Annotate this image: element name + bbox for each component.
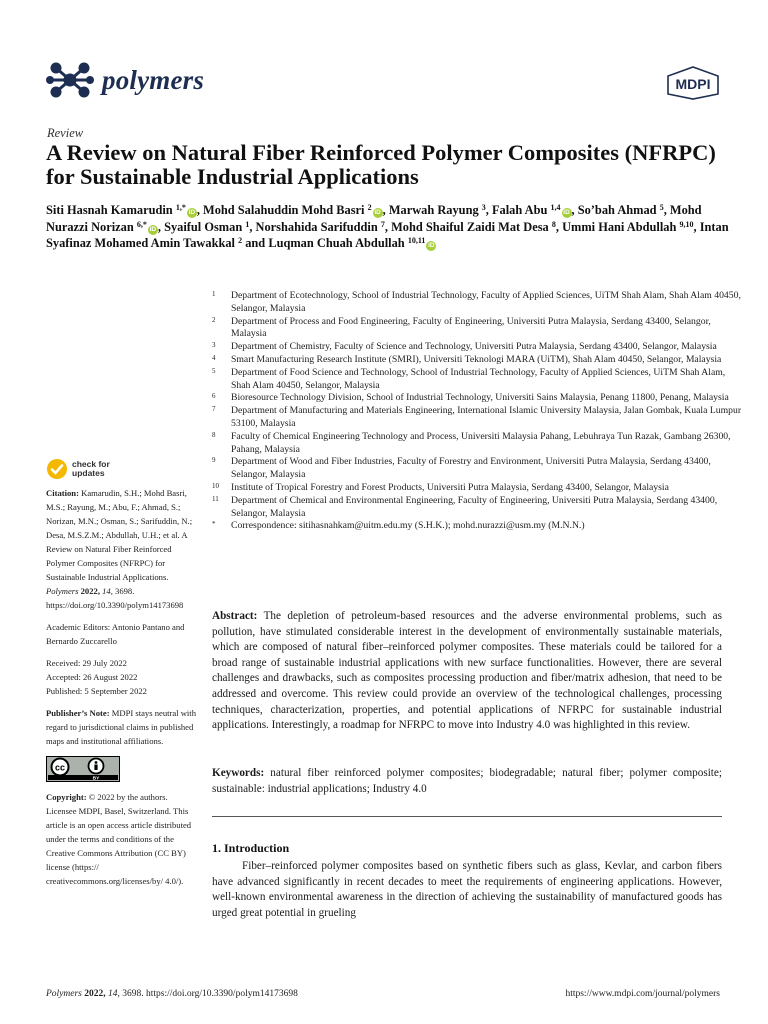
affiliation-item [212,367,742,393]
affiliation-number: 4 [212,353,216,362]
publisher-note [46,706,198,748]
author-affiliation: 1,* [175,203,186,212]
affiliation-item [212,290,742,316]
received-date: Received: 29 July 2022 [46,658,127,668]
orcid-icon[interactable]: iD [563,209,570,216]
affiliation-item [212,482,742,495]
affiliation-text: Department of Chemistry, Faculty of Science and Technology, Universiti Putra Malaysia, Serdang 43400, Selangor, Malaysia [231,341,717,353]
author-affiliation: 1 [245,219,250,229]
affiliation-item [212,316,742,342]
affiliation-item [212,341,742,354]
author-name[interactable]: Intan Syafinaz Mohamed Amin Tawakkal [46,219,729,251]
keywords [212,766,722,797]
cc-by-license-icon[interactable] [46,756,120,782]
check-for-updates-button[interactable] [46,458,198,480]
affiliation-number: 5 [212,366,216,375]
footer-journal-url[interactable]: https://www.mdpi.com/journal/polymers [565,989,720,999]
dates-block [46,656,198,698]
affiliation-text: Department of Chemical and Environmental Engineering, Faculty of Engineering, Universiti Putra Malaysia, Serdang 43400, Selangor, Malaysia [231,494,718,519]
sidebar [46,458,198,896]
keywords-text: natural fiber reinforced polymer composites; biodegradable; natural fiber; polymer composite; sustainable: industrial applications; Industry 4.0 [212,767,722,795]
affiliation-number: 1 [212,290,216,298]
affiliation-number: 11 [212,494,219,503]
citation-block [46,486,198,612]
affiliation-text: Institute of Tropical Forestry and Forest Products, Universiti Putra Malaysia, Serdang 43400, Selangor, Malaysia [231,481,669,493]
footer-citation [46,989,298,999]
affiliation-number: 7 [212,405,216,414]
footer-year: 2022, [84,989,106,999]
orcid-icon[interactable]: iD [428,242,435,250]
author-name[interactable]: Syaiful Osman [164,219,243,234]
author-name[interactable]: Mohd Salahuddin Mohd Basri [203,203,365,217]
author-affiliation: 6,* [136,219,147,229]
check-updates-line2: updates [72,468,105,478]
affiliations [212,290,742,533]
author-list: Siti Hasnah Kamarudin $^{1,*}$iD , Mohd Salahuddin Mohd Basri $^2$iD , Marwah Rayung $^3$, Falah Abu $^{1,4}$iD , So’bah Ahmad $^5$, Mohd Nurazzi Norizan $^{6,*}$iD , Syaiful Osman $^1$, Norshahida Sarifuddin $^7$, Mohd Shaiful Zaidi Mat Desa $^8$, Ummi Hani Abdullah $^{9,10}$, Intan Syafinaz Mohamed Amin Tawakkal $^2$ and Luqman Chuah Abdullah $^{10,11}$iD [46,203,729,251]
abstract-label: Abstract: [212,610,258,622]
affiliation-number: 3 [212,341,216,350]
affiliation-number: 6 [212,392,216,401]
citation-text: Kamarudin, S.H.; Mohd Basri, M.S.; Rayung, M.; Abu, F.; Ahmad, S.; Norizan, M.N.; Osman, S.; Sarifuddin, N.; Desa, M.S.Z.M.; Abdullah, U.H.; et al. A Review on Natural Fiber Reinforced Polymer Composites (NFRPC) for Sustainable Industrial Applications. [46,488,193,582]
author-name[interactable]: Mohd Nurazzi Norizan [46,203,702,234]
section-divider [212,816,722,817]
published-date: Published: 5 September 2022 [46,686,147,696]
author-affiliation: 9,10 [679,219,694,229]
affiliation-item [212,405,742,431]
author-name[interactable]: Ummi Hani Abdullah [562,219,677,234]
introduction-heading: 1. Introduction [212,841,290,855]
author-affiliation: 10,11 [407,236,426,246]
affiliation-item [212,354,742,367]
article-type: Review [47,126,84,140]
svg-text:cc: cc [54,762,66,773]
citation-year: 2022, [80,586,100,596]
polymers-molecule-icon [46,60,94,100]
author-affiliation: 5 [659,203,664,212]
publisher-name: MDPI [675,76,711,92]
author-affiliation: 2 [367,203,372,212]
footer-volume: 14, [108,989,120,999]
author-affiliation: 2 [238,236,243,246]
affiliation-text: Department of Manufacturing and Materials Engineering, International Islamic University Malaysia, Jalan Gombak, Kuala Lumpur 53100, Malaysia [231,405,742,429]
author-name[interactable]: Mohd Shaiful Zaidi Mat Desa [391,219,549,234]
affiliation-item [212,456,742,482]
footer-doi[interactable]: 3698. https://doi.org/10.3390/polym14173698 [122,989,298,999]
author-name[interactable]: Norshahida Sarifuddin [255,219,378,234]
abstract [212,609,722,734]
affiliation-number: 9 [212,456,216,465]
orcid-icon[interactable]: iD [149,225,157,233]
article-title: A Review on Natural Fiber Reinforced Polymer Composites (NFRPC) for Sustainable Industrial Applications [46,140,716,189]
citation-volume: 14, [102,586,113,596]
publisher-note-text: MDPI stays neutral with regard to jurisdictional claims in published maps and institutional affiliations. [46,708,196,746]
author-name[interactable]: So’bah Ahmad [577,203,657,217]
citation-journal: Polymers [46,586,79,596]
journal-name: polymers [102,64,205,95]
copyright-text: © 2022 by the authors. Licensee MDPI, Basel, Switzerland. This article is an open access article distributed under the terms and conditions of the Creative Commons Attribution (CC BY) license (https:// creativecommons.org/licenses/by/ 4.0/). [46,792,192,886]
affiliation-text: Bioresource Technology Division, School of Industrial Technology, Universiti Sains Malaysia, Penang 11800, Penang, Malaysia [231,392,729,404]
author-name[interactable]: Luqman Chuah Abdullah [268,236,405,251]
keywords-label: Keywords: [212,767,265,779]
author-name[interactable]: Falah Abu [491,203,548,217]
mdpi-logo[interactable] [666,66,720,105]
affiliation-item [212,431,742,457]
authors-and: and [245,236,266,251]
copyright-block [46,790,198,888]
citation-doi[interactable]: 3698. https://doi.org/10.3390/polym14173698 [46,586,184,610]
affiliation-number: 2 [212,315,216,324]
affiliation-text: Smart Manufacturing Research Institute (SMRI), Universiti Teknologi MARA (UiTM), Shah Alam 40450, Selangor, Malaysia [231,353,722,365]
affiliation-number: 10 [212,481,219,490]
affiliation-text: Department of Food Science and Technology, School of Industrial Technology, Faculty of Applied Sciences, UiTM Shah Alam, Shah Alam 40450, Selangor, Malaysia [231,366,726,391]
orcid-icon[interactable]: iD [374,209,381,216]
author-affiliation: 8 [551,219,556,229]
check-updates-icon [46,458,68,480]
accepted-date: Accepted: 26 August 2022 [46,672,138,682]
citation-label: Citation: [46,488,79,498]
affiliation-number: 8 [212,430,216,439]
affiliation-number: * [212,520,216,529]
copyright-label: Copyright: [46,792,87,802]
affiliation-text: Department of Wood and Fiber Industries, Faculty of Forestry and Environment, Universiti Putra Malaysia, Serdang 43400, Selangor, Malaysia [231,456,711,481]
publisher-note-label: Publisher’s Note: [46,708,110,718]
author-affiliation: 1,4 [550,203,561,212]
introduction-text: Fiber–reinforced polymer composites based on synthetic fibers such as glass, Kevlar, and carbon fibers have advanced significantly in recent decades to meet the requirements of engineering applications. However, well-known environmental awareness in the direction of achieving the sustainability of manufactured goods has urged great potential in grueling [212,860,722,919]
academic-editors: Academic Editors: Antonio Pantano and Bernardo Zuccarello [46,622,185,646]
orcid-icon[interactable]: iD [188,209,196,216]
affiliation-item [212,520,742,533]
affiliation-text: Faculty of Chemical Engineering Technology and Process, Universiti Malaysia Pahang, Lebuhraya Tun Razak, Gambang 26300, Pahang, Malaysia [231,430,731,455]
author-name[interactable]: Siti Hasnah Kamarudin [46,203,173,217]
journal-logo[interactable] [46,60,204,100]
abstract-text: The depletion of petroleum-based resources and the adverse environmental problems, such as pollution, have stimulated considerable interest in the development of environmentally sustainable materials, which are composed of natural fiber–reinforced polymer composites. These materials could be tailored for a broad range of sustainable industrial applications with new surface functionalities. However, there are several challenges and drawbacks, such as composites processing production and fiber/matrix adhesion, that need to be addressed and overcome. This review could provide an overview of the technological challenges, processing techniques, characterization, properties, and potential applications of NFRPC for sustainable industrial applications. Interestingly, a roadmap for NFRPC to move into Industry 4.0 was highlighted in this review. [212,610,722,732]
footer-journal: Polymers [46,989,82,999]
cc-by-text: BY [92,776,100,782]
check-updates-line1: check for [72,458,110,469]
author-affiliation: 3 [481,203,486,212]
author-name[interactable]: Marwah Rayung [388,203,479,217]
affiliation-text: Correspondence: sitihasnahkam@uitm.edu.my (S.H.K.); mohd.nurazzi@usm.my (M.N.N.) [231,520,585,532]
affiliation-item [212,392,742,405]
affiliation-text: Department of Ecotechnology, School of Industrial Technology, Faculty of Applied Sciences, UiTM Shah Alam, Shah Alam 40450, Selangor, Malaysia [231,290,741,314]
author-affiliation: 7 [380,219,385,229]
affiliation-item [212,495,742,521]
affiliation-text: Department of Process and Food Engineering, Faculty of Engineering, Universiti Putra Malaysia, Serdang 43400, Selangor, Malaysia [231,315,711,340]
